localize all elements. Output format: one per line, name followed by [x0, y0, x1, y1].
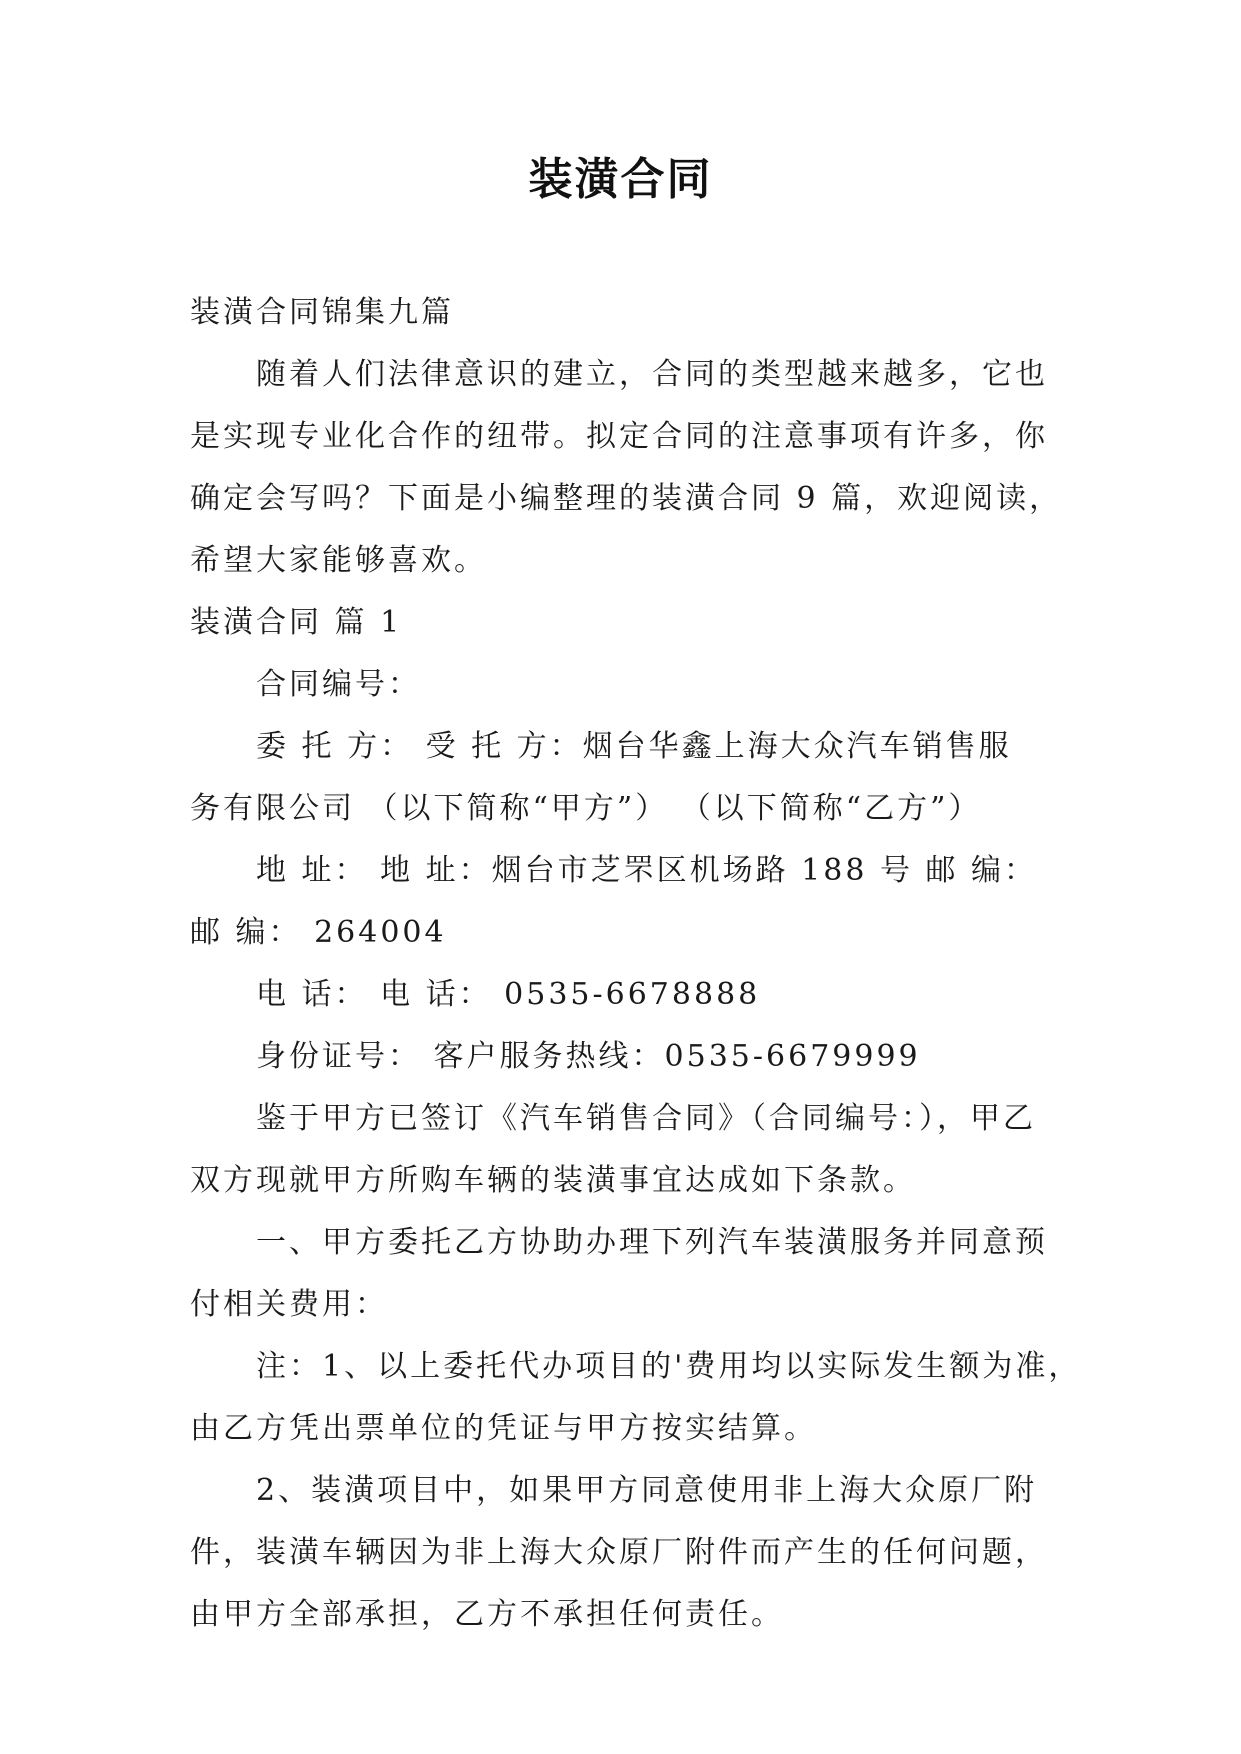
phone-line: 电 话： 电 话： 0535-6678888: [256, 977, 761, 1012]
intro-paragraph-line: 确定会写吗？下面是小编整理的装潢合同 9 篇，欢迎阅读，: [190, 481, 1063, 516]
intro-paragraph-line: 是实现专业化合作的纽带。拟定合同的注意事项有许多，你: [190, 419, 1048, 454]
parties-line: 委 托 方： 受 托 方：烟台华鑫上海大众汽车销售服: [256, 729, 1012, 764]
note-2-line: 由甲方全部承担，乙方不承担任何责任。: [190, 1597, 784, 1632]
address-line: 地 址： 地 址：烟台市芝罘区机场路 188 号 邮 编：: [256, 853, 1038, 888]
document-body: [190, 282, 1082, 1646]
clause-1-line: 一、甲方委托乙方协助办理下列汽车装潢服务并同意预: [256, 1225, 1048, 1260]
intro-paragraph-line: 随着人们法律意识的建立，合同的类型越来越多，它也: [256, 357, 1048, 392]
preamble-line: 鉴于甲方已签订《汽车销售合同》（合同编号：），甲乙: [256, 1101, 1036, 1136]
note-1-line: 由乙方凭出票单位的凭证与甲方按实结算。: [190, 1411, 817, 1446]
section-heading: 装潢合同 篇 1: [190, 605, 403, 640]
note-2-line: 件，装潢车辆因为非上海大众原厂附件而产生的任何问题，: [190, 1535, 1048, 1570]
postcode-line: 邮 编： 264004: [190, 915, 447, 950]
parties-line: 务有限公司 （以下简称“甲方”） （以下简称“乙方”）: [190, 791, 982, 826]
collection-heading: 装潢合同锦集九篇: [190, 295, 454, 330]
note-1-line: 注：1、以上委托代办项目的'费用均以实际发生额为准，: [256, 1349, 1082, 1384]
intro-paragraph-line: 希望大家能够喜欢。: [190, 543, 487, 578]
document-title: 装潢合同: [528, 154, 713, 205]
contract-number-line: 合同编号：: [256, 667, 421, 702]
preamble-line: 双方现就甲方所购车辆的装潢事宜达成如下条款。: [190, 1163, 916, 1198]
note-2-line: 2、装潢项目中，如果甲方同意使用非上海大众原厂附: [256, 1473, 1038, 1508]
clause-1-line: 付相关费用：: [190, 1287, 388, 1322]
id-hotline-line: 身份证号： 客户服务热线：0535-6679999: [256, 1039, 921, 1074]
